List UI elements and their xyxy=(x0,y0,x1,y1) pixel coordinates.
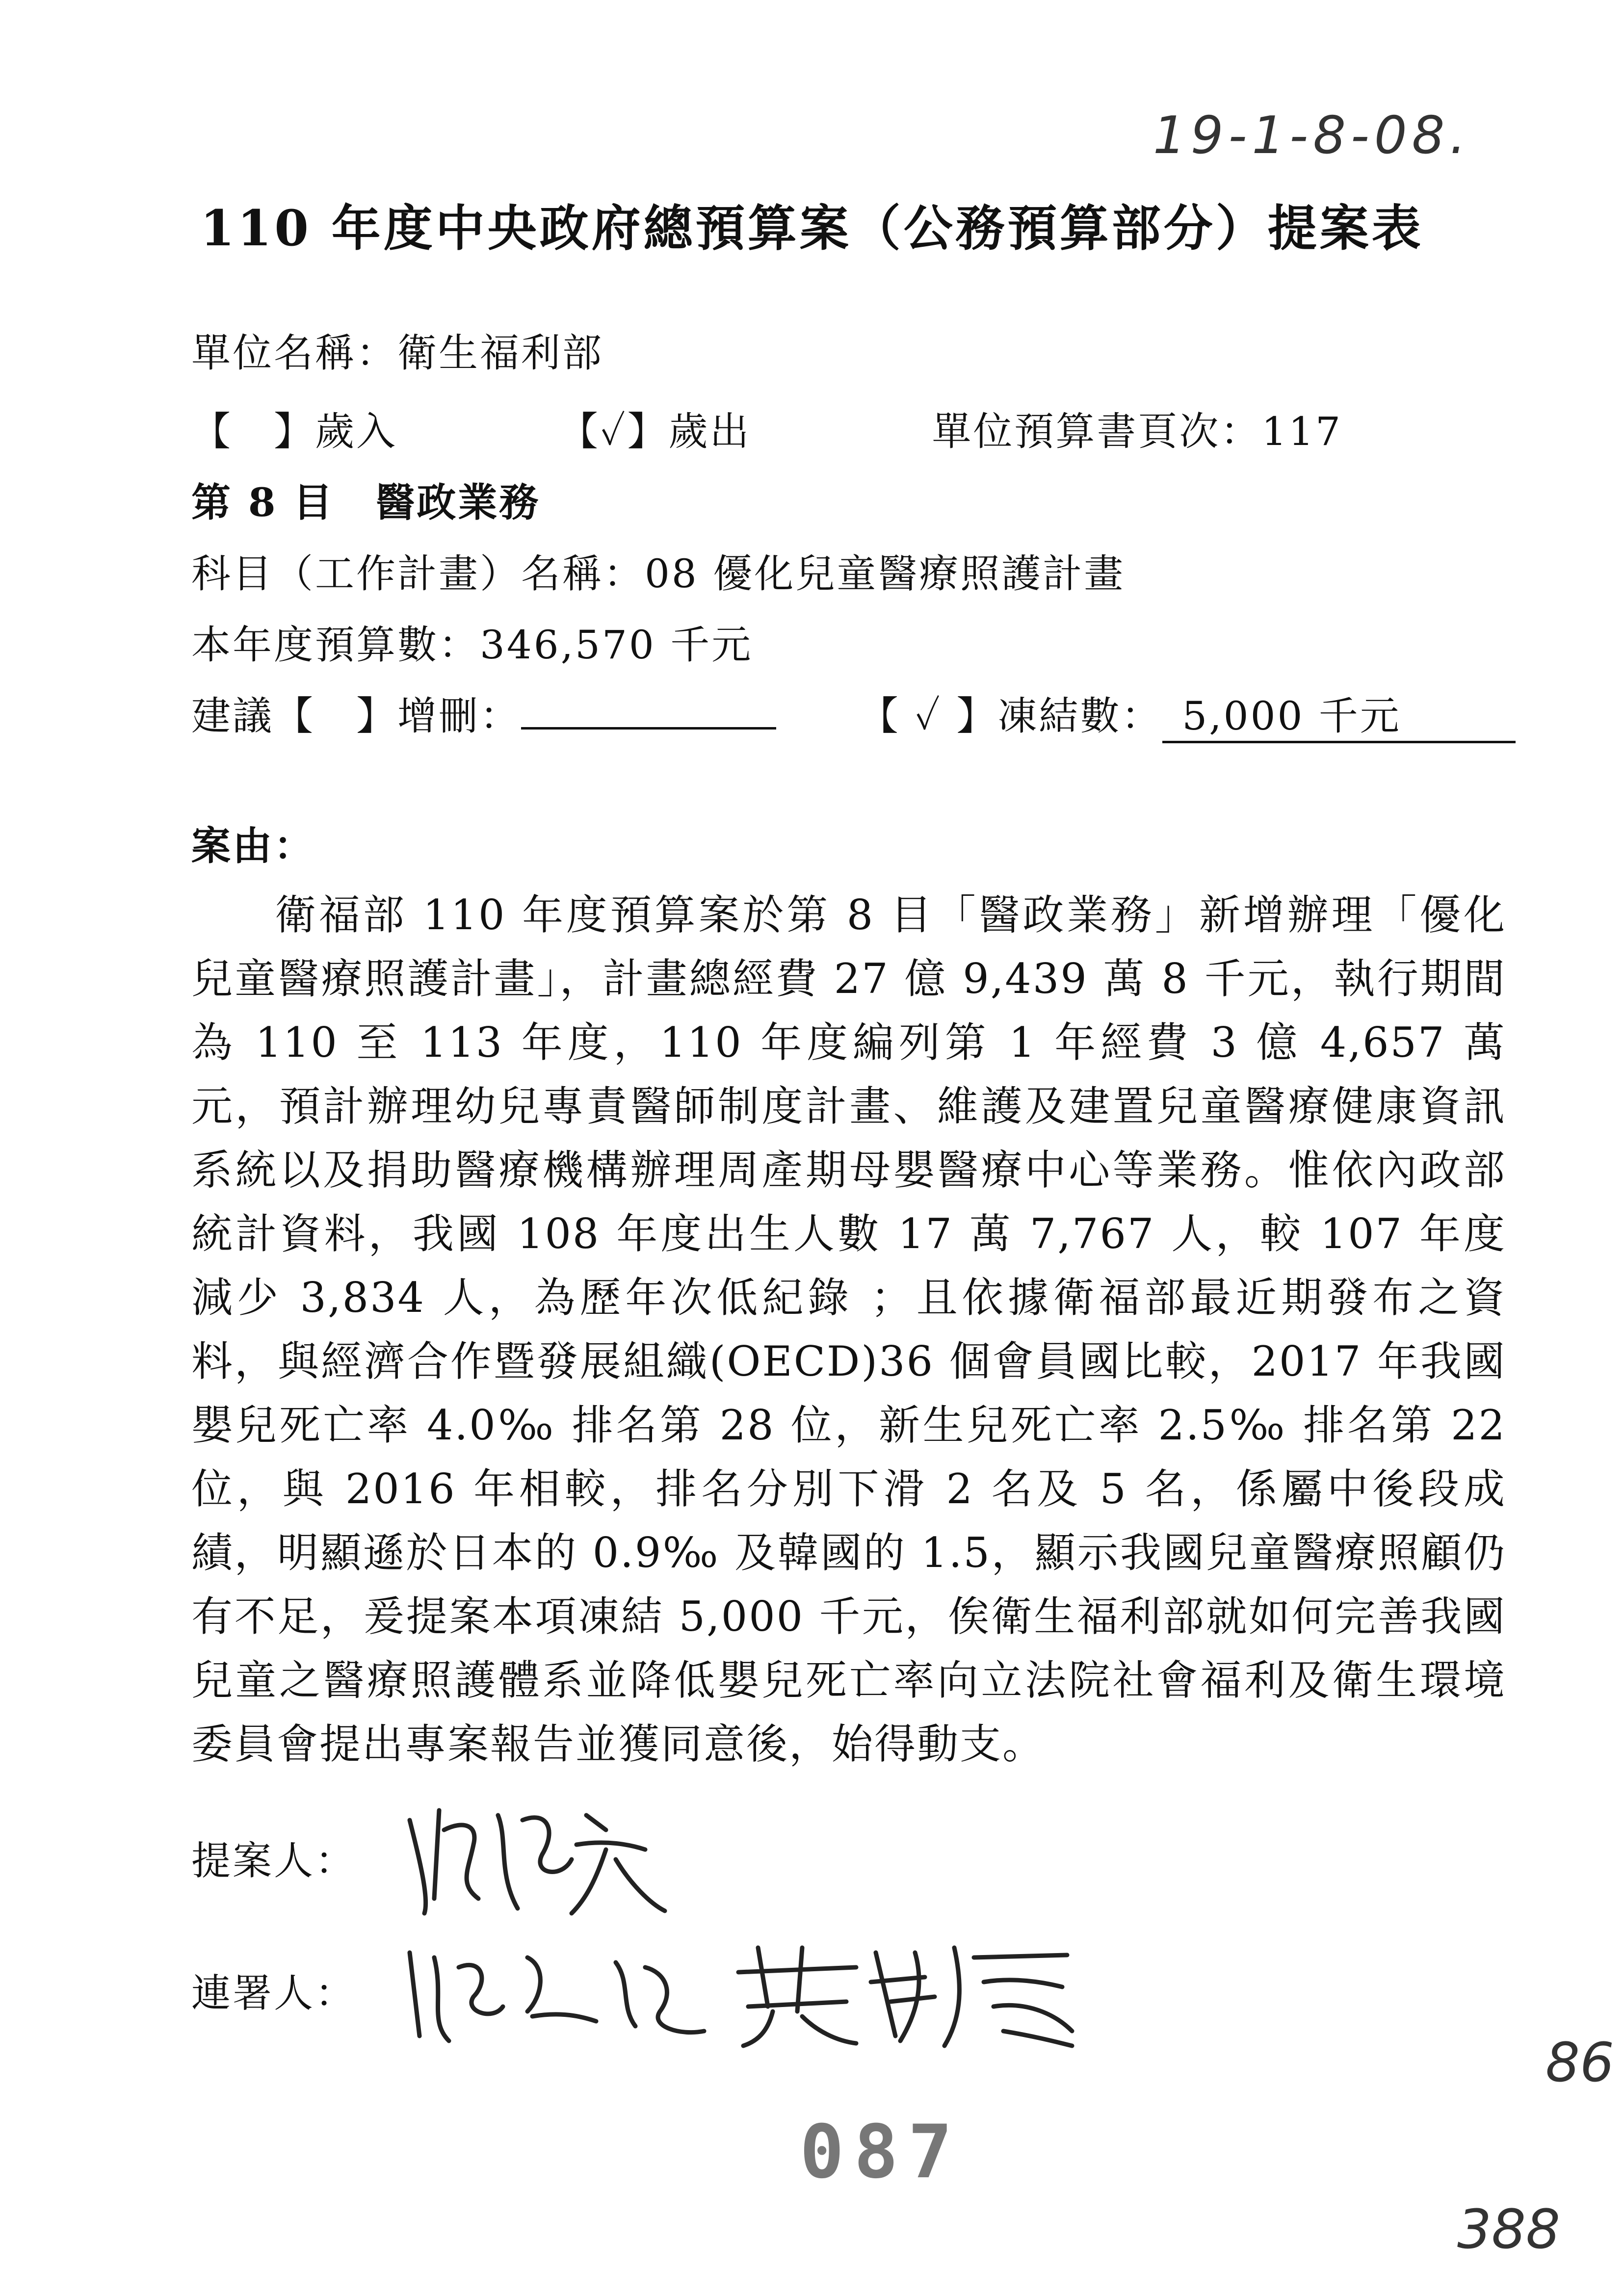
page-ref-number: 117 xyxy=(1261,409,1343,454)
category-row xyxy=(191,400,1343,456)
freeze-value[interactable] xyxy=(1162,684,1516,743)
subject-row xyxy=(191,542,1125,599)
date-stamp: 19-1-8-08. xyxy=(1153,105,1471,165)
cosigner-signature-2 xyxy=(729,1933,1082,2060)
freeze-label: 凍結數： xyxy=(997,693,1163,739)
suggest-label: 建議 xyxy=(191,693,274,739)
subject-label: 科目（工作計畫）名稱： xyxy=(191,551,645,597)
budget-value: 346,570 千元 xyxy=(480,622,753,668)
freeze-checkbox[interactable]: 【 ✓ 】 xyxy=(859,693,998,739)
proposer-row xyxy=(191,1800,675,1928)
proposer-label: 提案人： xyxy=(191,1838,356,1884)
cosigner-label: 連署人： xyxy=(191,1970,356,2016)
unit-name: 衛生福利部 xyxy=(397,330,603,376)
expenditure-checkbox[interactable]: 【✓】 xyxy=(558,409,669,454)
reason-label: 案由： xyxy=(191,823,315,869)
budget-label: 本年度預算數： xyxy=(191,622,480,668)
subject-value: 08 優化兒童醫療照護計畫 xyxy=(645,551,1126,597)
cosigner-row xyxy=(191,1933,1082,2060)
revenue-label: 歲入 xyxy=(315,409,397,454)
add-delete-checkbox[interactable]: 【 】 xyxy=(274,693,397,739)
cosigner-signature-1 xyxy=(400,1938,714,2055)
page-stamp: 087 xyxy=(800,2110,962,2195)
revenue-checkbox[interactable]: 【 】 xyxy=(191,409,315,454)
proposer-signature xyxy=(400,1800,675,1928)
section-heading: 第 8 目 醫政業務 xyxy=(191,479,541,525)
add-delete-blank[interactable] xyxy=(521,693,776,730)
suggestion-row xyxy=(191,684,1516,743)
budget-row xyxy=(191,613,753,670)
reason-text: 衛福部 110 年度預算案於第 8 目「醫政業務」新增辦理「優化兒童醫療照護計畫」，計畫總經費 27 億 9,439 萬 8 千元，執行期間為 110 至 113 年度，110 年度編列第 1 年經費 3 億 4,657 萬元，預計辦理幼兒專責醫師制度計畫、維護及建置兒童醫療健康資訊系統以及捐助醫療機構辦理周產期母嬰醫療中心等業務。惟依內政部統計資料，我國 108 年度出生人數 17 萬 7,767 人，較 107 年度減少 3,834 人，為歷年次低紀錄 ；且依據衛福部最近期發布之資料，與經濟合作暨發展組織(OECD)36 個會員國比較，2017 年我國嬰兒死亡率 4.0‰ 排名第 28 位，新生兒死亡率 2.5‰ 排名第 22 位，與 2016 年相較，排名分別下滑 2 名及 5 名，係屬中後段成績，明顯遜於日本的 0.9‰ 及韓國的 1.5，顯示我國兒童醫療照顧仍有不足，爰提案本項凍結 5,000 千元，俟衛生福利部就如何完善我國兒童之醫療照護體系並降低嬰兒死亡率向立法院社會福利及衛生環境委員會提出專案報告並獲同意後，始得動支。 xyxy=(191,891,1506,1768)
margin-note-2: 388 xyxy=(1457,2198,1560,2261)
unit-label: 單位名稱： xyxy=(191,330,397,376)
freeze-value-text: 5,000 千元 xyxy=(1182,693,1401,739)
unit-row xyxy=(191,321,603,378)
margin-note-1: 86 xyxy=(1545,2031,1614,2094)
page-title: 110 年度中央政府總預算案（公務預算部分）提案表 xyxy=(200,199,1424,257)
add-delete-label: 增刪： xyxy=(397,693,521,739)
expenditure-label: 歲出 xyxy=(668,409,751,454)
page-ref-label: 單位預算書頁次： xyxy=(932,409,1262,454)
